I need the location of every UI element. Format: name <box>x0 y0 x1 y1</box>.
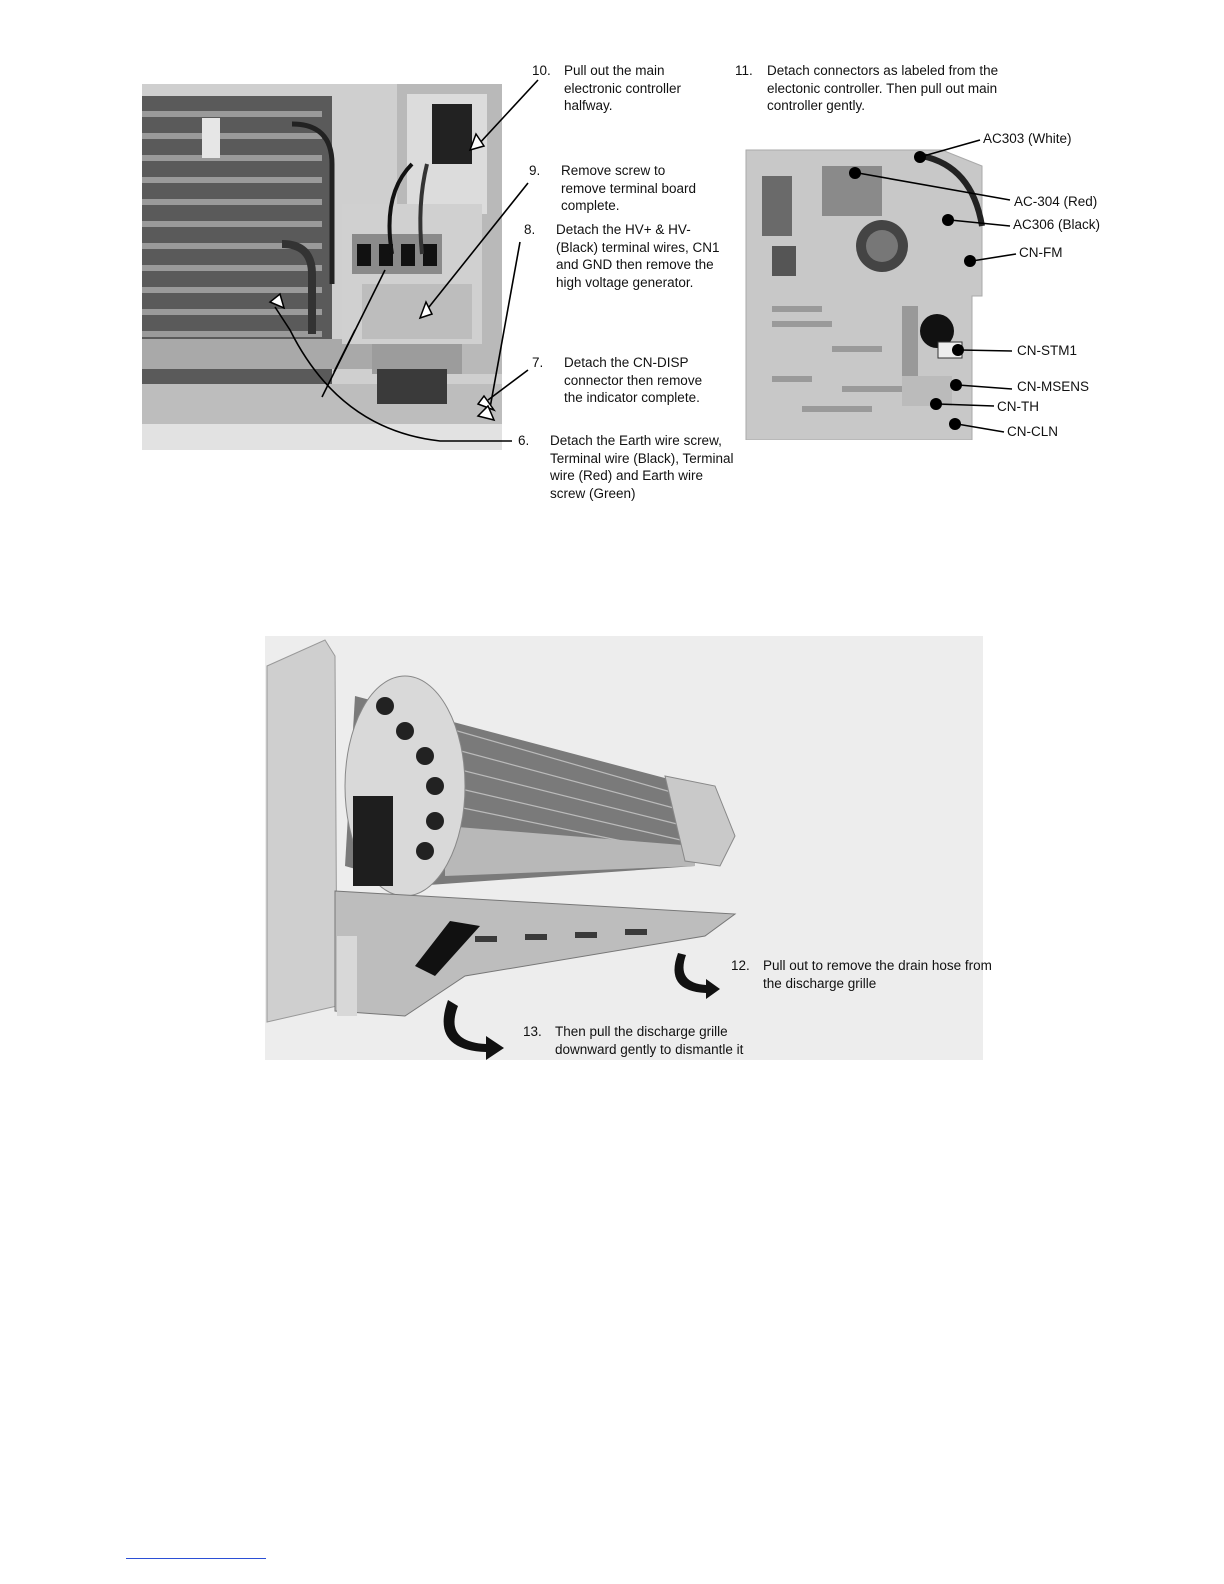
step-9-number: 9. <box>529 163 541 178</box>
step-8-number: 8. <box>524 222 536 237</box>
step-11 <box>735 62 1025 115</box>
discharge-grille-photo <box>265 636 983 1060</box>
step-10 <box>532 62 712 115</box>
label-cn-msens: CN-MSENS <box>1017 379 1090 394</box>
indoor-unit-controller-photo <box>142 84 502 450</box>
step-10-number: 10. <box>532 63 551 78</box>
step-11-text: Detach connectors as labeled from the electonic controller. Then pull out main controller gently. <box>767 63 999 113</box>
label-cn-th: CN-TH <box>997 399 1039 414</box>
step-6-number: 6. <box>518 433 530 448</box>
step-7-number: 7. <box>532 355 544 370</box>
step-7-text: Detach the CN-DISP connector then remove the indicator complete. <box>564 355 703 405</box>
label-ac306: AC306 (Black) <box>1013 217 1101 232</box>
step-12-text: Pull out to remove the drain hose from the discharge grille <box>763 958 992 991</box>
step-7 <box>532 354 732 407</box>
label-ac304: AC-304 (Red) <box>1014 194 1098 209</box>
footer-rule <box>126 1558 266 1559</box>
label-cn-stm1: CN-STM1 <box>1017 343 1077 358</box>
label-cn-fm: CN-FM <box>1019 245 1063 260</box>
step-8-text: Detach the HV+ & HV- (Black) terminal wires, CN1 and GND then remove the high voltage generator. <box>556 222 720 290</box>
step-9 <box>529 162 719 215</box>
step-12-number: 12. <box>731 958 750 973</box>
step-8 <box>524 221 734 291</box>
step-10-text: Pull out the main electronic controller halfway. <box>564 63 682 113</box>
step-11-number: 11. <box>735 63 753 78</box>
step-6 <box>518 432 748 502</box>
step-9-text: Remove screw to remove terminal board complete. <box>561 163 697 213</box>
label-ac303: AC303 (White) <box>983 131 1072 146</box>
label-cn-cln: CN-CLN <box>1007 424 1059 439</box>
step-13 <box>523 1023 783 1058</box>
controller-pcb-photo <box>742 146 1000 440</box>
step-12 <box>731 957 1001 992</box>
step-6-text: Detach the Earth wire screw, Terminal wire (Black), Terminal wire (Red) and Earth wire screw (Green) <box>550 433 734 501</box>
step-13-number: 13. <box>523 1024 542 1039</box>
step-13-text: Then pull the discharge grille downward gently to dismantle it <box>555 1024 744 1057</box>
